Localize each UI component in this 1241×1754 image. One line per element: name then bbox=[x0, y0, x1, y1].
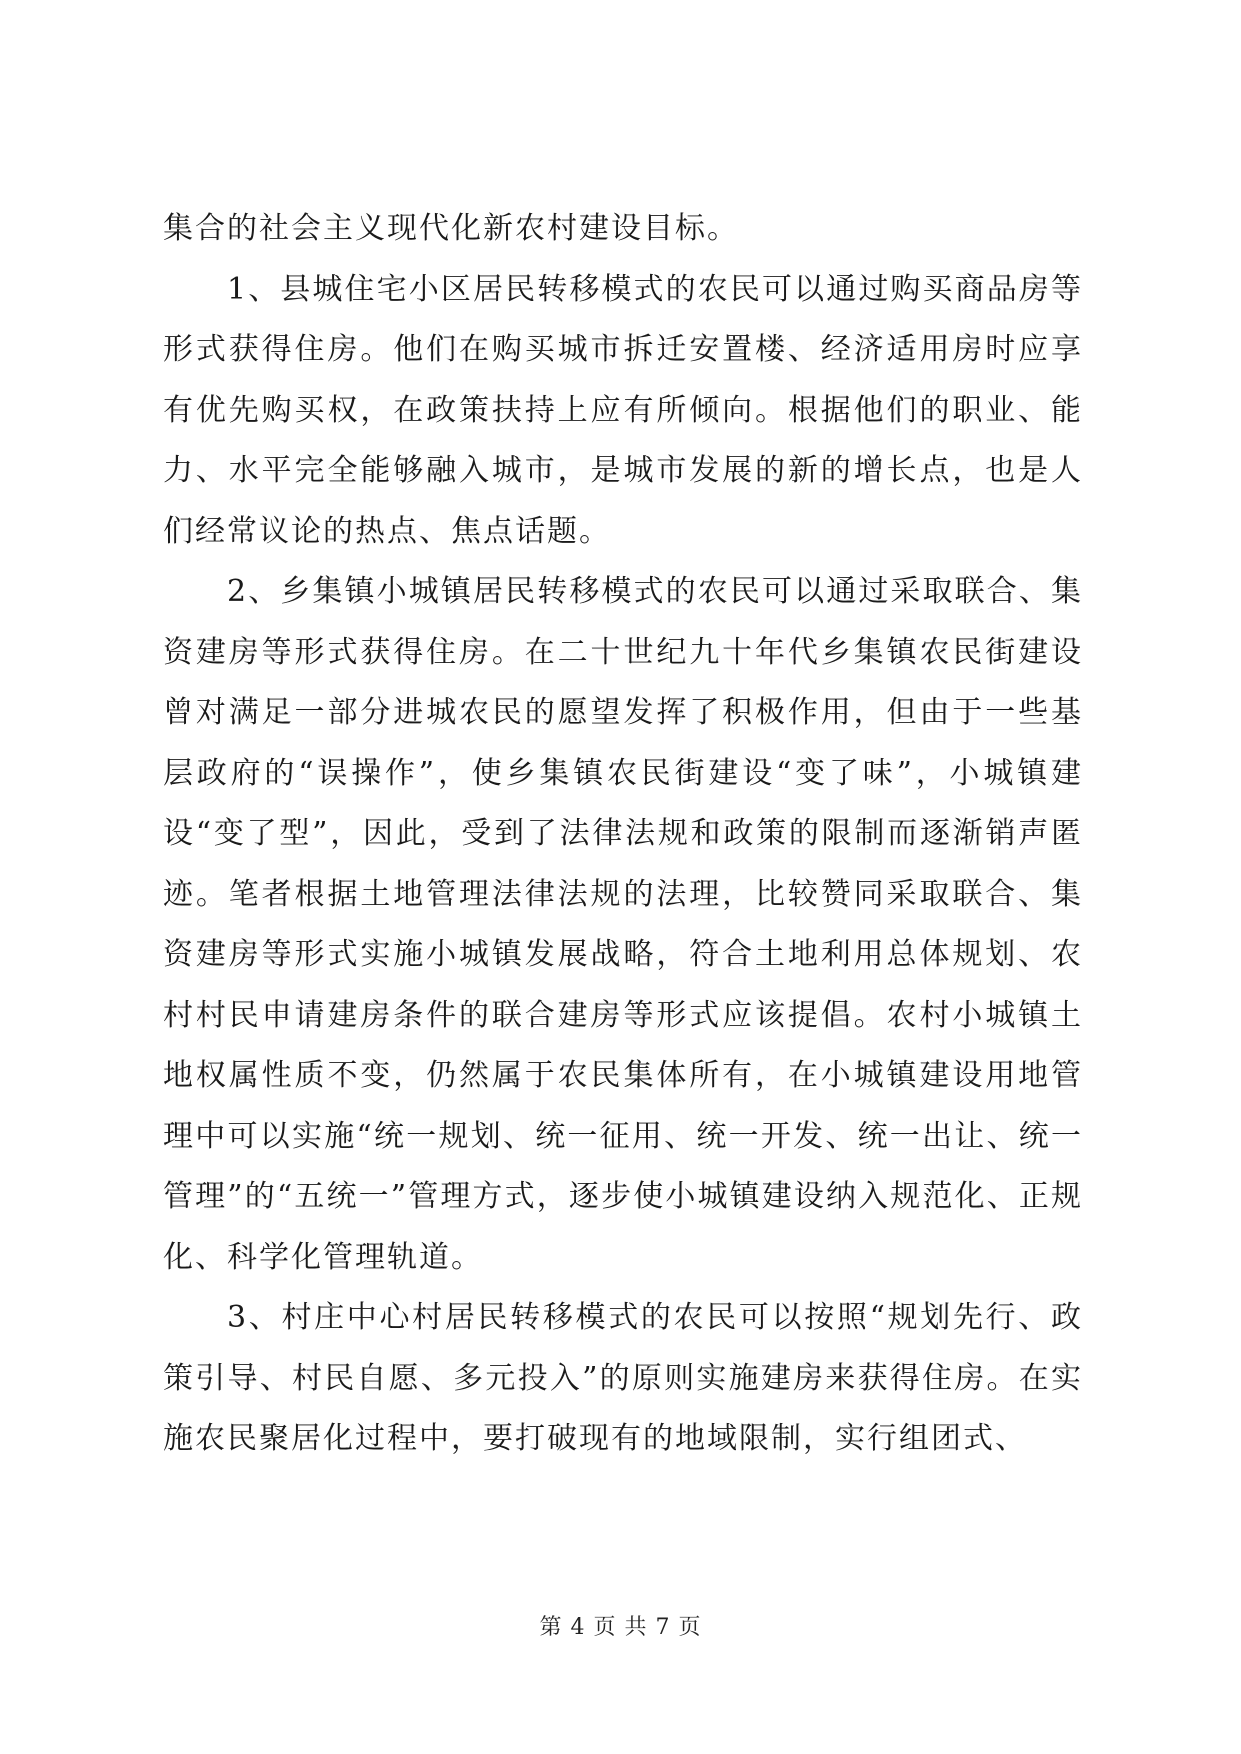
page-number-footer: 第 4 页 共 7 页 bbox=[539, 1615, 702, 1640]
paragraph-item-1: 1、县城住宅小区居民转移模式的农民可以通过购买商品房等形式获得住房。他们在购买城市拆迁安置楼、经济适用房时应享有优先购买权，在政策扶持上应有所倾向。根据他们的职业、能力、水平完全能够融入城市，是城市发展的新的增长点，也是人们经常议论的热点、焦点话题。 bbox=[163, 271, 1083, 549]
body-text bbox=[163, 199, 1083, 1470]
paragraph-item-3: 3、村庄中心村居民转移模式的农民可以按照“规划先行、政策引导、村民自愿、多元投入”的原则实施建房来获得住房。在实施农民聚居化过程中，要打破现有的地域限制，实行组团式、 bbox=[163, 1300, 1083, 1456]
paragraph-continuation: 集合的社会主义现代化新农村建设目标。 bbox=[163, 211, 739, 246]
paragraph-item-2: 2、乡集镇小城镇居民转移模式的农民可以通过采取联合、集资建房等形式获得住房。在二十世纪九十年代乡集镇农民街建设曾对满足一部分进城农民的愿望发挥了积极作用，但由于一些基层政府的“误操作”，使乡集镇农民街建设“变了味”，小城镇建设“变了型”，因此，受到了法律法规和政策的限制而逐渐销声匿迹。笔者根据土地管理法律法规的法理，比较赞同采取联合、集资建房等形式实施小城镇发展战略，符合土地利用总体规划、农村村民申请建房条件的联合建房等形式应该提倡。农村小城镇土地权属性质不变，仍然属于农民集体所有，在小城镇建设用地管理中可以实施“统一规划、统一征用、统一开发、统一出让、统一管理”的“五统一”管理方式，逐步使小城镇建设纳入规范化、正规化、科学化管理轨道。 bbox=[163, 574, 1083, 1275]
